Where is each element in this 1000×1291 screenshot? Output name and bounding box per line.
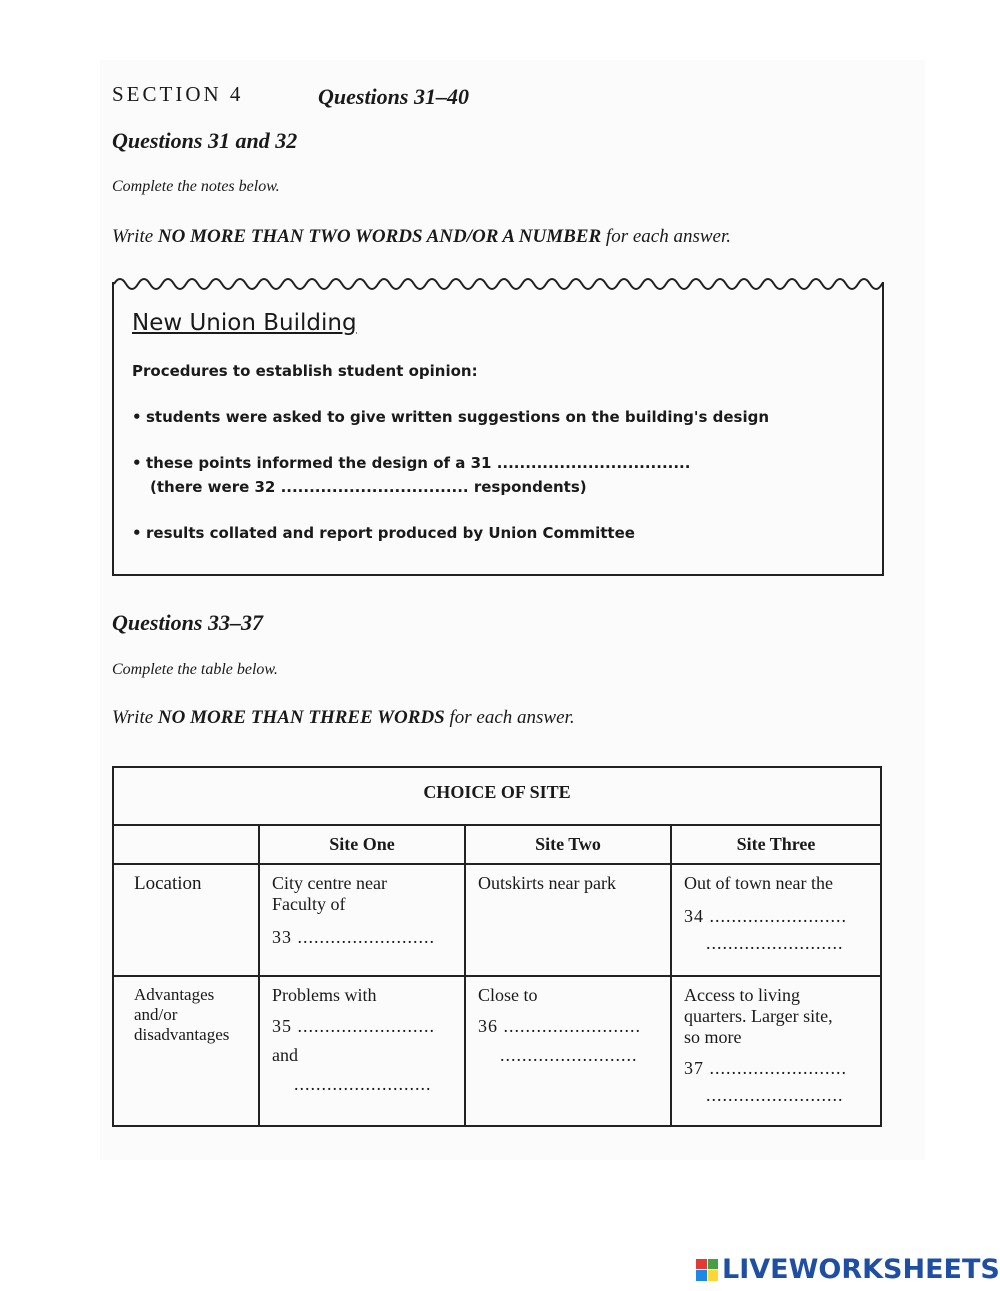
logo-square: [696, 1270, 707, 1281]
cell-location-site-two: [465, 864, 671, 976]
table-caption: CHOICE OF SITE: [113, 767, 881, 825]
notes-sub-line: (there were 32 ................................. respondents): [150, 478, 587, 496]
part1-word-limit: [112, 226, 731, 248]
limit-suffix: for each answer.: [444, 707, 575, 728]
notes-title: New Union Building: [132, 310, 357, 336]
part1-heading: Questions 31 and 32: [112, 128, 298, 153]
answer-blank-36[interactable]: 36 .........................: [478, 1016, 641, 1036]
answer-blank-37-continued[interactable]: .........................: [706, 1085, 844, 1105]
answer-blank-34-continued[interactable]: .........................: [706, 933, 844, 953]
label-line: disadvantages: [134, 1025, 230, 1044]
answer-blank-33[interactable]: 33 .........................: [272, 927, 435, 947]
part2-instruction: Complete the table below.: [112, 661, 278, 678]
cell-advantages-site-two: [465, 976, 671, 1126]
answer-blank-37[interactable]: 37 .........................: [684, 1058, 847, 1078]
section-label: SECTION 4: [112, 82, 244, 106]
logo-square: [696, 1259, 707, 1270]
part2-heading: Questions 33–37: [112, 610, 263, 635]
table-caption-row: [113, 767, 881, 825]
answer-blank-35[interactable]: 35 .........................: [272, 1016, 435, 1036]
header-site-three: Site Three: [671, 825, 881, 864]
liveworksheets-logo-icon: [696, 1259, 718, 1281]
header-cell-empty: [113, 825, 259, 864]
cell-line: Close to: [478, 985, 538, 1005]
answer-blank-34[interactable]: 34 .........................: [684, 906, 847, 926]
cell-advantages-site-three: [671, 976, 881, 1126]
limit-prefix: Write: [112, 707, 158, 728]
cell-advantages-site-one: [259, 976, 465, 1126]
notes-box: [112, 282, 884, 576]
cell-line: Access to living: [684, 985, 800, 1005]
bullet-text: results collated and report produced by Union Committee: [146, 524, 635, 542]
logo-square: [708, 1259, 719, 1270]
cell-location-site-three: [671, 864, 881, 976]
part1-instruction: Complete the notes below.: [112, 178, 280, 195]
row-label-advantages: [113, 976, 259, 1126]
label-line: Advantages: [134, 985, 215, 1004]
cell-line: so more: [684, 1027, 742, 1047]
header-site-one: Site One: [259, 825, 465, 864]
cell-line: Faculty of: [272, 894, 346, 914]
logo-square: [708, 1270, 719, 1281]
label-line: and/or: [134, 1005, 178, 1024]
notes-bullet: • students were asked to give written suggestions on the building's design: [132, 408, 770, 426]
cell-line: quarters. Larger site,: [684, 1006, 833, 1026]
torn-edge-decoration: [114, 272, 882, 296]
answer-blank-36-continued[interactable]: .........................: [500, 1045, 638, 1065]
cell-line: Out of town near the: [684, 873, 833, 893]
notes-intro: Procedures to establish student opinion:: [132, 362, 478, 380]
notes-bullet: • these points informed the design of a 31 ..................................: [132, 454, 691, 472]
answer-blank-35-continued[interactable]: .........................: [294, 1074, 432, 1094]
brand-name: LIVEWORKSHEETS: [722, 1254, 1000, 1285]
row-label-location: Location: [113, 864, 259, 976]
limit-suffix: for each answer.: [601, 226, 731, 247]
table-row-location: [113, 864, 881, 976]
table-header-row: [113, 825, 881, 864]
bullet-text: students were asked to give written suggestions on the building's design: [146, 408, 770, 426]
cell-line: and: [272, 1045, 298, 1065]
limit-bold: NO MORE THAN TWO WORDS AND/OR A NUMBER: [157, 226, 602, 247]
liveworksheets-logo[interactable]: [696, 1254, 1000, 1285]
questions-range: Questions 31–40: [318, 84, 469, 109]
cell-location-site-one: [259, 864, 465, 976]
cell-line: Outskirts near park: [478, 873, 616, 893]
cell-line: Problems with: [272, 985, 377, 1005]
notes-bullet: • results collated and report produced by Union Committee: [132, 524, 635, 542]
cell-line: City centre near: [272, 873, 387, 893]
limit-bold: NO MORE THAN THREE WORDS: [157, 707, 445, 728]
choice-of-site-table: [112, 766, 882, 1127]
table-row-advantages: [113, 976, 881, 1126]
header-site-two: Site Two: [465, 825, 671, 864]
bullet-text: these points informed the design of a 31 ..................................: [146, 454, 691, 472]
part2-word-limit: [112, 707, 575, 729]
limit-prefix: Write: [112, 226, 158, 247]
